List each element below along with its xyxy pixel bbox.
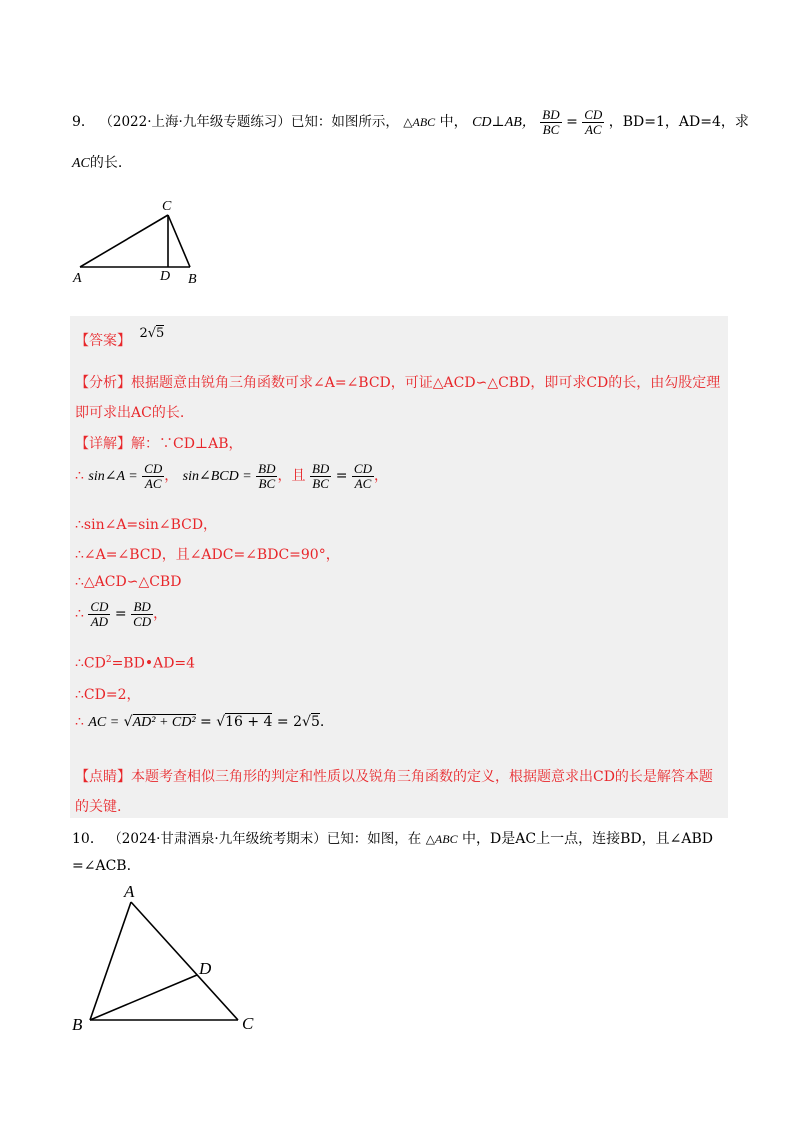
ratio-right: $\frac{CD}{AC}$ <box>584 107 603 137</box>
question-source: （2024·甘肃酒泉·九年级统考期末）已知：如图，在 <box>108 831 422 847</box>
analysis-text-1: 根据题意由锐角三角函数可求∠A=∠BCD，可证△ACD∽△CBD，即可求CD的长，由勾股定理 <box>131 375 721 391</box>
q9-tail: ，BD=1，AD=4，求 <box>608 114 749 131</box>
label-a: A <box>73 271 82 286</box>
question-number: 10． <box>72 831 104 847</box>
label-d: D <box>199 959 212 978</box>
question-source: （2022·上海·九年级专题练习）已知：如图所示， <box>99 114 399 131</box>
comment-text-2: 的关键. <box>75 799 122 815</box>
analysis-text-2: 即可求出AC的长. <box>75 405 185 421</box>
question-9-line-2 <box>72 152 122 172</box>
q9-mid: 中， <box>439 114 468 131</box>
comment-line-2 <box>75 796 121 816</box>
analysis-line-1 <box>75 372 720 392</box>
answer-tag: 【答案】 <box>75 333 131 349</box>
ratio-left: $\frac{BD}{BC}$ <box>542 107 560 137</box>
detail-step-7: ∴CD=2， <box>75 687 141 703</box>
question-9-line-1: 9． （2022·上海·九年级专题练习）已知：如图所示， △ABC 中， CD⊥AB， $\frac{BD}{BC}$ = $\frac{CD}{AC}$ ，BD=1，AD=4，求 <box>72 107 749 137</box>
detail-step-3: ∴∠A=∠BCD，且∠ADC=∠BDC=90°， <box>75 547 340 563</box>
label-c: C <box>162 199 172 214</box>
question-10-line-2: =∠ACB. <box>72 858 132 874</box>
triangle-label: △ABC <box>425 832 458 846</box>
detail-step-6: $\therefore CD^2=BD•AD=4$ <box>75 655 196 672</box>
detail-intro: 解：∵CD⊥AB， <box>131 436 243 452</box>
label-b: B <box>188 272 197 287</box>
detail-line-intro <box>75 433 243 453</box>
figure-triangle-abc-1 <box>70 195 220 290</box>
answer-line <box>75 322 165 349</box>
label-b: B <box>72 1015 83 1034</box>
detail-step-8: ∴ AC = √AD² + CD² = √16 + 4 = 2√5. <box>75 714 325 730</box>
detail-tag: 【详解】 <box>75 436 131 452</box>
perp-condition: CD⊥AB， <box>472 115 536 131</box>
detail-step-4: ∴△ACD∽△CBD <box>75 574 182 590</box>
analysis-line-2 <box>75 402 184 422</box>
q9-line2-rest: 的长. <box>89 155 123 171</box>
question-10-line-1 <box>72 827 713 848</box>
figure-triangle-abc-2 <box>68 882 268 1042</box>
comment-line-1 <box>75 766 713 786</box>
detail-step-1: ∴ sin∠A = $\frac{CD}{AC}$ ， sin∠BCD = $\frac{BD}{BC}$ ，且 $\frac{BD}{BC}$ = $\frac{CD}{AC}$ ， <box>75 461 388 491</box>
q9-ac: AC <box>72 156 90 171</box>
comment-text-1: 本题考查相似三角形的判定和性质以及锐角三角函数的定义，根据题意求出CD的长是解答本题 <box>131 769 713 785</box>
triangle-label: △ABC <box>403 115 436 130</box>
label-d: D <box>160 269 171 284</box>
comment-tag: 【点睛】 <box>75 769 131 785</box>
detail-step-5: ∴ $\frac{CD}{AD}$ = $\frac{BD}{CD}$ ， <box>75 599 168 629</box>
q10-rest: 中，D是AC上一点，连接BD，且∠ABD <box>462 831 713 847</box>
answer-value: 2√5 <box>139 326 165 341</box>
label-a: A <box>124 882 135 901</box>
detail-step-2: ∴sin∠A=sin∠BCD， <box>75 517 218 533</box>
analysis-tag: 【分析】 <box>75 375 131 391</box>
label-c: C <box>242 1014 254 1033</box>
question-number: 9． <box>72 114 95 131</box>
